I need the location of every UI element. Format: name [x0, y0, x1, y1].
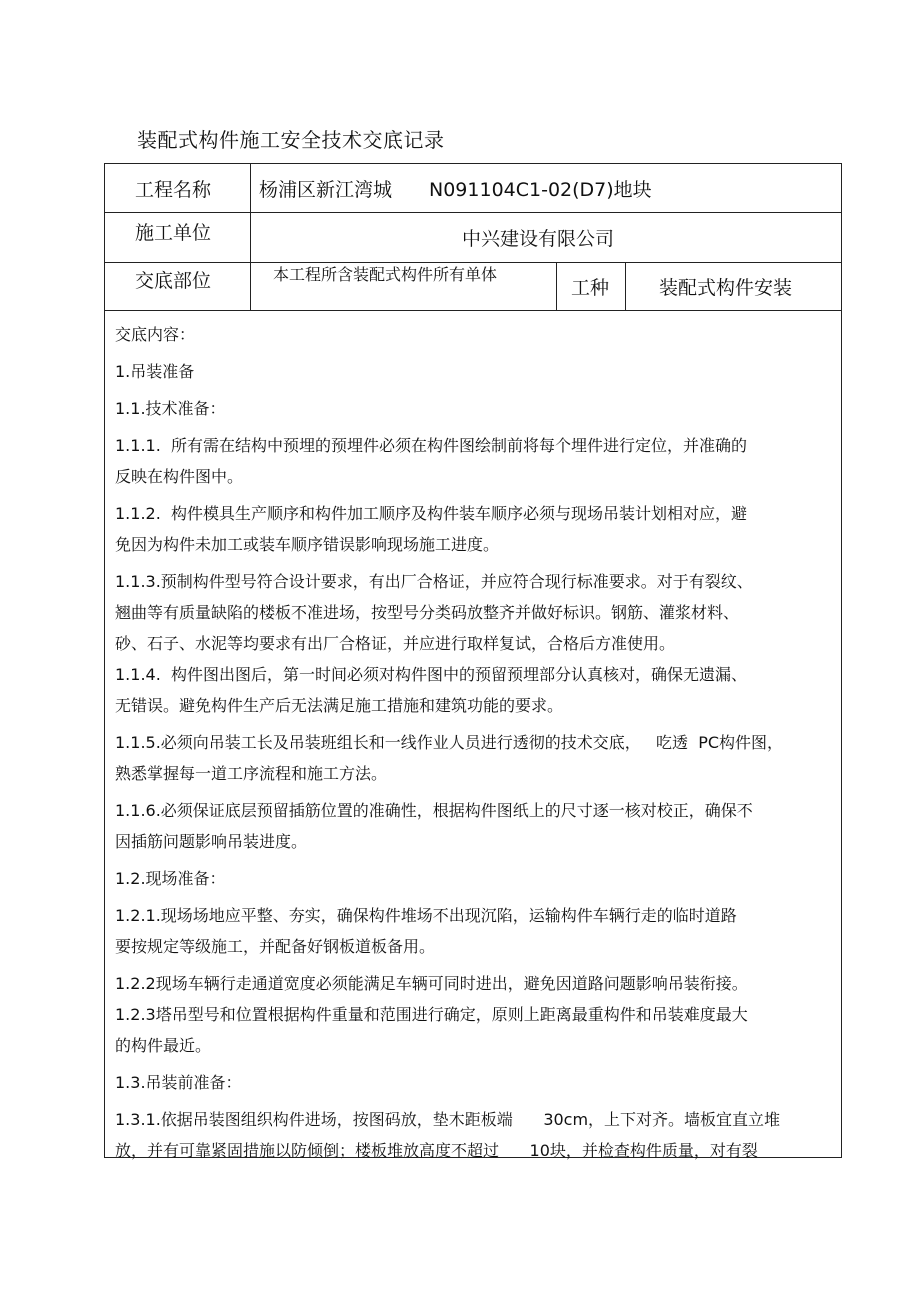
col-divider — [556, 262, 557, 310]
project-name-label: 工程名称 — [135, 179, 212, 201]
content-line: 要按规定等级施工，并配备好钢板道板备用。 — [115, 937, 436, 956]
row-divider — [105, 310, 841, 311]
disclosure-part-label: 交底部位 — [135, 270, 212, 292]
content-line: 1.3.1.依据吊装图组织构件进场，按图码放，垫木距板端 30cm，上下对齐。墙板宜直立堆 — [115, 1110, 781, 1129]
content-line: 免因为构件未加工或装车顺序错误影响现场施工进度。 — [115, 535, 500, 554]
content-line: 1.2.现场准备： — [115, 869, 226, 888]
content-line: 1.2.3塔吊型号和位置根据构件重量和范围进行确定，原则上距离最重构件和吊装难度最大 — [115, 1005, 748, 1024]
project-name-value-b: N091104C1-02(D7)地块 — [429, 179, 652, 201]
content-line: 1.1.3.预制构件型号符合设计要求，有出厂合格证，并应符合现行标准要求。对于有裂纹、 — [115, 572, 753, 591]
content-line: 交底内容： — [115, 325, 196, 344]
row-divider — [105, 212, 841, 213]
trade-label: 工种 — [571, 277, 610, 299]
content-line: 1.1.4. 构件图出图后，第一时间必须对构件图中的预留预埋部分认真核对，确保无遗漏、 — [115, 665, 747, 684]
content-line: 翘曲等有质量缺陷的楼板不准进场，按型号分类码放整齐并做好标识。钢筋、灌浆材料、 — [115, 603, 740, 622]
content-line: 无错误。避免构件生产后无法满足施工措施和建筑功能的要求。 — [115, 696, 564, 715]
content-line: 反映在构件图中。 — [115, 467, 244, 486]
disclosure-part-value: 本工程所含装配式构件所有单体 — [273, 265, 498, 284]
trade-value: 装配式构件安装 — [659, 277, 793, 299]
content-line: 1.吊装准备 — [115, 362, 195, 381]
project-name-value-a: 杨浦区新江湾城 — [259, 179, 393, 201]
content-line: 1.1.技术准备： — [115, 399, 226, 418]
content-line: 1.2.1.现场场地应平整、夯实，确保构件堆场不出现沉陷，运输构件车辆行走的临时道路 — [115, 906, 737, 925]
col-divider — [250, 164, 251, 310]
content-line: 1.3.吊装前准备： — [115, 1073, 242, 1092]
col-divider — [625, 262, 626, 310]
construction-unit-label: 施工单位 — [135, 222, 212, 244]
content-line: 1.1.1. 所有需在结构中预埋的预埋件必须在构件图绘制前将每个埋件进行定位，并准确的 — [115, 436, 747, 455]
content-line: 1.2.2现场车辆行走通道宽度必须能满足车辆可同时进出，避免因道路问题影响吊装衔接。 — [115, 974, 748, 993]
content-line: 因插筋问题影响吊装进度。 — [115, 832, 308, 851]
content-line: 放，并有可靠紧固措施以防倾倒；楼板堆放高度不超过 10块，并检查构件质量，对有裂 — [115, 1141, 758, 1160]
disclosure-table — [104, 163, 842, 1158]
content-line: 的构件最近。 — [115, 1036, 212, 1055]
content-line: 1.1.5.必须向吊装工长及吊装班组长和一线作业人员进行透彻的技术交底， 吃透 PC构件图， — [115, 733, 784, 752]
content-line: 熟悉掌握每一道工序流程和施工方法。 — [115, 764, 388, 783]
content-line: 1.1.2. 构件模具生产顺序和构件加工顺序及构件装车顺序必须与现场吊装计划相对应，避 — [115, 504, 747, 523]
document-title: 装配式构件施工安全技术交底记录 — [137, 128, 445, 152]
construction-unit-value: 中兴建设有限公司 — [462, 228, 615, 250]
content-line: 1.1.6.必须保证底层预留插筋位置的准确性，根据构件图纸上的尺寸逐一核对校正，确保不 — [115, 801, 753, 820]
disclosure-content — [115, 319, 827, 1166]
content-line: 砂、石子、水泥等均要求有出厂合格证，并应进行取样复试，合格后方准使用。 — [115, 634, 676, 653]
